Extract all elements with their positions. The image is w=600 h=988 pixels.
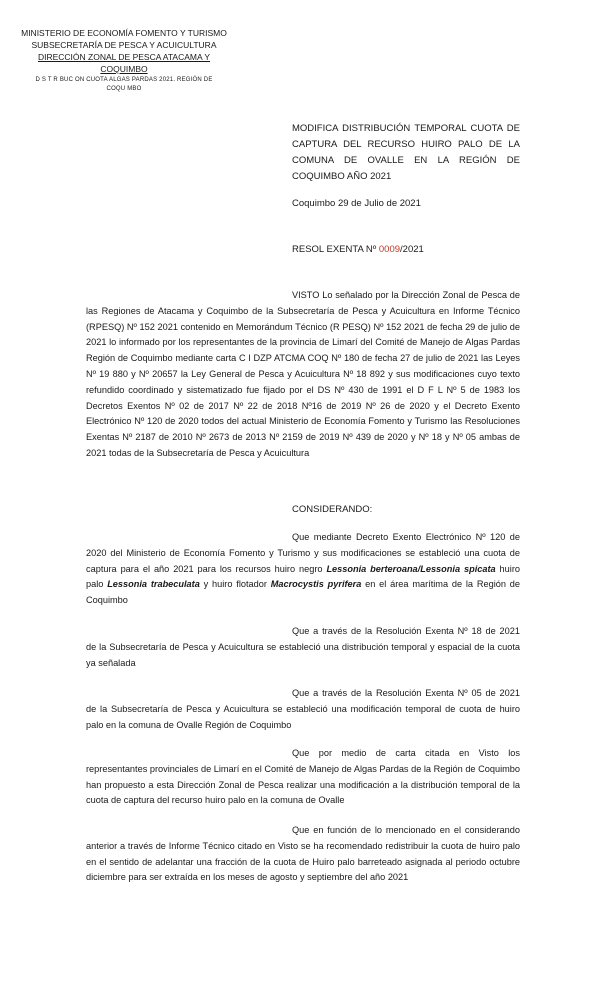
resolution-title: MODIFICA DISTRIBUCIÓN TEMPORAL CUOTA DE CAPTURA DEL RECURSO HUIRO PALO DE LA COMUNA DE OVALLE EN LA REGIÓN DE COQUIMBO AÑO 2021 — [292, 123, 520, 182]
c3-text: Que a través de la Resolución Exenta Nº 05 de 2021 de la Subsecretaría de Pesca y Acuicultura se estableció una modificación temporal de cuota de huiro palo en la comuna de Ovalle Región de Coquimbo — [86, 688, 520, 730]
species-lessonia-trabeculata: Lessonia trabeculata — [107, 579, 200, 590]
considerando-4 — [86, 746, 520, 809]
distribucion-line-1: D S T R BUC ON CUOTA ALGAS PARDAS 2021. REGIÓN DE — [35, 77, 213, 83]
resolution-number-value: 0009 — [378, 244, 401, 255]
c1-part2: huiro palo — [86, 563, 520, 590]
c1-part1: Que mediante Decreto Exento Electrónico Nº 120 de 2020 del Ministerio de Economía Fomento y Turismo y sus modificaciones se estableció una cuota de captura para el año 2021 para los recursos huiro negro — [86, 532, 520, 574]
c5-text: Que en función de lo mencionado en el considerando anterior a través de Informe Técnico citado en Visto se ha recomendado redistribuir la cuota de huiro palo en el sentido de adelantar una fracción de la cuota de Huiro palo barreteado asignada al periodo octubre diciembre para ser extraída en los meses de agosto y septiembre del año 2021 — [86, 825, 520, 883]
visto-paragraph — [86, 288, 520, 462]
subsecretaria-name: SUBSECRETARÍA DE PESCA Y ACUICULTURA — [31, 40, 217, 50]
c4-text: Que por medio de carta citada en Visto los representantes provinciales de Limarí en el Comité de Manejo de Algas Pardas de la Región de Coquimbo han propuesto a esta Dirección Zonal de Pesca realizar una modificación a la distribución temporal de la cuota de captura del recurso huiro palo en la comuna de Ovalle — [86, 748, 520, 806]
considerando-5 — [86, 823, 520, 886]
distribucion-line-2: COQU MBO — [106, 86, 142, 92]
direccion-line-2: COQUIMBO — [100, 64, 148, 74]
c2-text: Que a través de la Resolución Exenta Nº 18 de 2021 de la Subsecretaría de Pesca y Acuicultura se estableció una distribución temporal y espacial de la cuota ya señalada — [86, 626, 520, 668]
resolution-date: Coquimbo 29 de Julio de 2021 — [292, 198, 421, 209]
direccion-line-1: DIRECCIÓN ZONAL DE PESCA ATACAMA Y — [37, 52, 211, 62]
ministry-name: MINISTERIO DE ECONOMÍA FOMENTO Y TURISMO — [21, 28, 227, 38]
visto-text: Lo señalado por la Dirección Zonal de Pesca de las Regiones de Atacama y Coquimbo de la Subsecretaría de Pesca y Acuicultura en Informe Técnico (RPESQ) Nº 152 2021 contenido en Memorándum Técnico (R PESQ) Nº 152 2021 de fecha 29 de julio de 2021 lo informado por los representantes de la provincia de Limarí del Comité de Manejo de Algas Pardas Región de Coquimbo mediante carta C I DZP ATCMA COQ Nº 180 de fecha 27 de julio de 2021 las Leyes Nº 19 880 y Nº 20657 la Ley General de Pesca y Acuicultura Nº 18 892 y sus modificaciones cuyo texto refundido coordinado y sistematizado fue fijado por el DS Nº 430 de 1991 el D F L Nº 5 de 1983 los Decretos Exentos Nº 02 de 2017 Nº 22 de 2018 Nº16 de 2019 Nº 26 de 2020 y el Decreto Exento Electrónico Nº 120 de 2020 todos del actual Ministerio de Economía Fomento y Turismo las Resoluciones Exentas Nº 2187 de 2010 Nº 2673 de 2013 Nº 2159 de 2019 Nº 439 de 2020 y Nº 18 y Nº 05 ambas de 2021 todas de la Subsecretaría de Pesca y Acuicultura — [86, 290, 520, 458]
visto-label: VISTO — [292, 290, 320, 300]
species-lessonia-berteroana: Lessonia berteroana/Lessonia spicata — [326, 563, 496, 574]
resolution-prefix: RESOL EXENTA Nº — [292, 244, 379, 255]
considerando-1 — [86, 530, 520, 609]
considerando-heading: CONSIDERANDO: — [292, 504, 373, 515]
considerando-3 — [86, 686, 520, 733]
resolution-number — [292, 244, 424, 255]
c1-part3: y huiro flotador — [199, 579, 271, 590]
c1-part4: en el área marítima de la Región de Coquimbo — [86, 579, 520, 606]
resolution-year: /2021 — [400, 244, 424, 255]
considerando-2 — [86, 624, 520, 671]
species-macrocystis-pyrifera: Macrocystis pyrifera — [270, 579, 362, 590]
letterhead — [14, 27, 234, 93]
